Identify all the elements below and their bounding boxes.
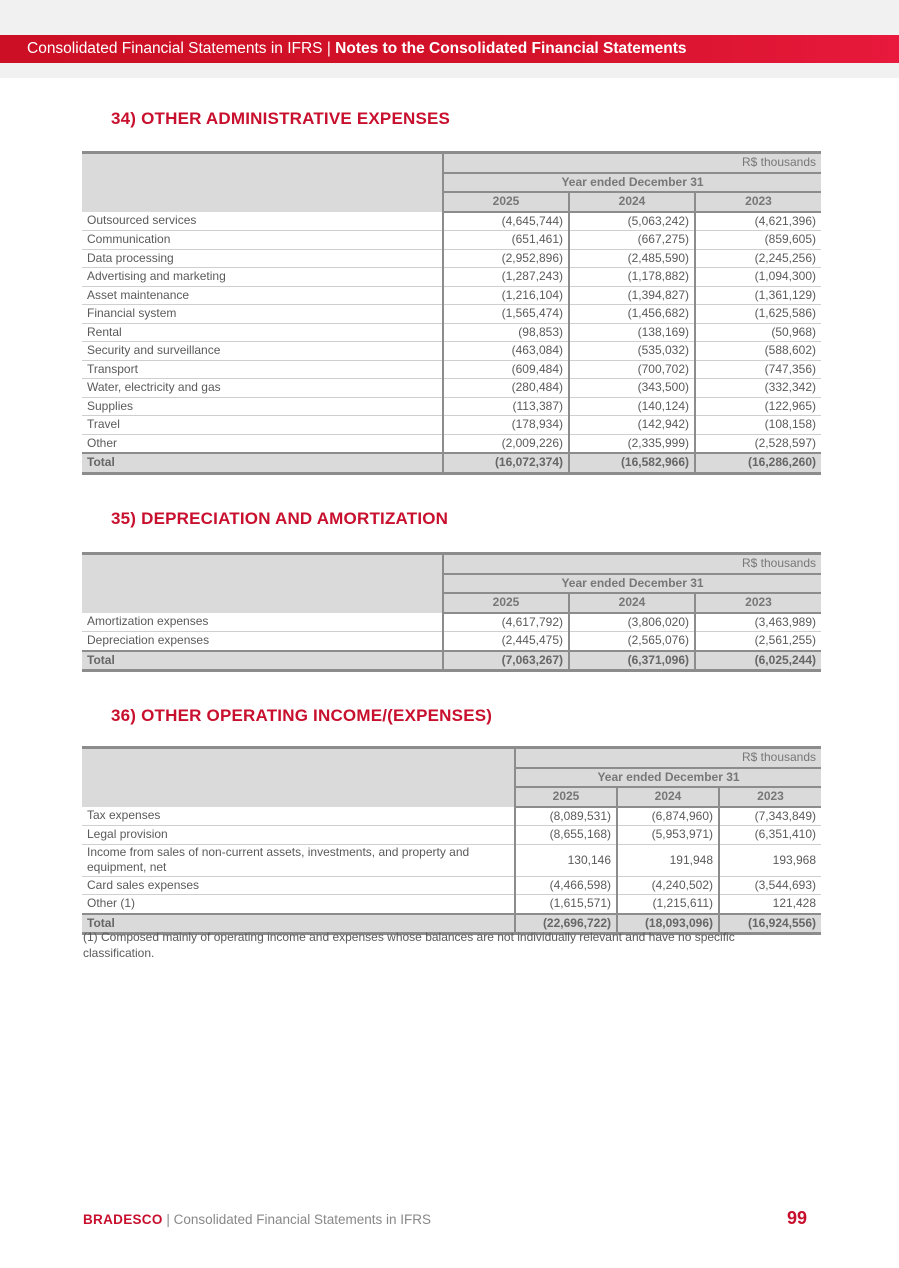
- table-row: [82, 895, 821, 914]
- year-header: 2023: [695, 593, 821, 613]
- row-label: Other (1): [82, 895, 515, 914]
- section-title-operating-income: 36) OTHER OPERATING INCOME/(EXPENSES): [111, 706, 493, 725]
- row-value: (2,485,590): [569, 249, 695, 268]
- row-label: Depreciation expenses: [82, 632, 443, 651]
- row-label: Transport: [82, 360, 443, 379]
- row-value: (6,874,960): [617, 807, 719, 826]
- header-section-title: Notes to the Consolidated Financial Statements: [335, 40, 687, 57]
- table-corner: [82, 153, 443, 212]
- row-value: 193,968: [719, 844, 821, 876]
- unit-label: R$ thousands: [515, 748, 821, 768]
- row-value: (1,625,586): [695, 305, 821, 324]
- total-label: Total: [82, 651, 443, 671]
- admin-expenses-table: [82, 151, 821, 475]
- row-value: (178,934): [443, 416, 569, 435]
- row-value: (535,032): [569, 342, 695, 361]
- row-value: (859,605): [695, 231, 821, 250]
- row-label: Travel: [82, 416, 443, 435]
- year-header: 2024: [569, 593, 695, 613]
- total-row: [82, 651, 821, 671]
- row-value: (140,124): [569, 397, 695, 416]
- row-label: Advertising and marketing: [82, 268, 443, 287]
- row-value: (3,806,020): [569, 613, 695, 632]
- row-value: (2,245,256): [695, 249, 821, 268]
- row-value: (6,351,410): [719, 826, 821, 845]
- row-label: Income from sales of non-current assets, investments, and property and equipment, net: [82, 844, 515, 876]
- year-header: 2023: [719, 787, 821, 807]
- row-value: 130,146: [515, 844, 617, 876]
- row-label: Communication: [82, 231, 443, 250]
- year-header: 2025: [443, 192, 569, 212]
- total-value: (18,093,096): [617, 914, 719, 934]
- row-label: Card sales expenses: [82, 876, 515, 895]
- period-header: Year ended December 31: [443, 173, 821, 193]
- row-value: (5,063,242): [569, 212, 695, 231]
- period-header: Year ended December 31: [515, 768, 821, 788]
- row-value: (4,240,502): [617, 876, 719, 895]
- row-value: (50,968): [695, 323, 821, 342]
- total-value: (16,072,374): [443, 453, 569, 473]
- total-row: [82, 453, 821, 473]
- footer-brand: BRADESCO: [83, 1212, 163, 1227]
- row-value: (1,287,243): [443, 268, 569, 287]
- table-row: [82, 268, 821, 287]
- period-header: Year ended December 31: [443, 574, 821, 594]
- row-value: (1,456,682): [569, 305, 695, 324]
- row-value: (343,500): [569, 379, 695, 398]
- row-value: (8,655,168): [515, 826, 617, 845]
- row-value: (3,544,693): [719, 876, 821, 895]
- row-value: (4,617,792): [443, 613, 569, 632]
- row-label: Financial system: [82, 305, 443, 324]
- table-row: [82, 876, 821, 895]
- table-row: [82, 613, 821, 632]
- row-value: (1,615,571): [515, 895, 617, 914]
- year-header: 2024: [617, 787, 719, 807]
- row-value: (1,361,129): [695, 286, 821, 305]
- table-row: [82, 212, 821, 231]
- table-row: [82, 379, 821, 398]
- table-row: [82, 360, 821, 379]
- row-label: Water, electricity and gas: [82, 379, 443, 398]
- table-row: [82, 632, 821, 651]
- footer-separator: |: [162, 1212, 174, 1227]
- row-label: Supplies: [82, 397, 443, 416]
- row-value: (98,853): [443, 323, 569, 342]
- row-label: Security and surveillance: [82, 342, 443, 361]
- total-label: Total: [82, 914, 515, 934]
- depreciation-table: [82, 552, 821, 672]
- row-label: Tax expenses: [82, 807, 515, 826]
- row-value: (609,484): [443, 360, 569, 379]
- section-title-admin-expenses: 34) OTHER ADMINISTRATIVE EXPENSES: [111, 109, 451, 128]
- row-value: (332,342): [695, 379, 821, 398]
- row-value: (4,645,744): [443, 212, 569, 231]
- row-value: (667,275): [569, 231, 695, 250]
- table-row: [82, 286, 821, 305]
- row-value: (1,394,827): [569, 286, 695, 305]
- row-value: (108,158): [695, 416, 821, 435]
- year-header: 2025: [443, 593, 569, 613]
- total-value: (22,696,722): [515, 914, 617, 934]
- total-value: (16,924,556): [719, 914, 821, 934]
- section-title-depreciation: 35) DEPRECIATION AND AMORTIZATION: [111, 509, 449, 528]
- total-value: (16,582,966): [569, 453, 695, 473]
- row-value: (463,084): [443, 342, 569, 361]
- total-value: (7,063,267): [443, 651, 569, 671]
- year-header: 2023: [695, 192, 821, 212]
- table-row: [82, 342, 821, 361]
- row-label: Legal provision: [82, 826, 515, 845]
- row-label: Amortization expenses: [82, 613, 443, 632]
- row-value: (2,445,475): [443, 632, 569, 651]
- table-corner: [82, 554, 443, 613]
- row-label: Rental: [82, 323, 443, 342]
- table-row: [82, 323, 821, 342]
- header-doc-title: Consolidated Financial Statements in IFRS |: [27, 40, 336, 57]
- total-value: (6,025,244): [695, 651, 821, 671]
- table-row: [82, 305, 821, 324]
- table-row: [82, 807, 821, 826]
- row-value: 191,948: [617, 844, 719, 876]
- footer-doc-title: Consolidated Financial Statements in IFRS: [173, 1212, 432, 1227]
- table-row: [82, 416, 821, 435]
- year-header: 2024: [569, 192, 695, 212]
- year-header: 2025: [515, 787, 617, 807]
- row-value: 121,428: [719, 895, 821, 914]
- row-label: Asset maintenance: [82, 286, 443, 305]
- table-row: [82, 397, 821, 416]
- table-row: [82, 249, 821, 268]
- row-value: (1,216,104): [443, 286, 569, 305]
- row-value: (280,484): [443, 379, 569, 398]
- unit-label: R$ thousands: [443, 153, 821, 173]
- row-value: (4,621,396): [695, 212, 821, 231]
- table-row: [82, 231, 821, 250]
- row-value: (2,528,597): [695, 434, 821, 453]
- footnote: (1) Composed mainly of operating income and expenses whose balances are not individually relevant and have no specific classification.: [83, 930, 735, 960]
- row-value: (2,565,076): [569, 632, 695, 651]
- row-value: (1,094,300): [695, 268, 821, 287]
- total-label: Total: [82, 453, 443, 473]
- table-row: [82, 826, 821, 845]
- row-value: (142,942): [569, 416, 695, 435]
- row-value: (1,215,611): [617, 895, 719, 914]
- row-value: (2,561,255): [695, 632, 821, 651]
- row-value: (1,178,882): [569, 268, 695, 287]
- total-value: (6,371,096): [569, 651, 695, 671]
- row-value: (588,602): [695, 342, 821, 361]
- row-value: (2,952,896): [443, 249, 569, 268]
- total-value: (16,286,260): [695, 453, 821, 473]
- page-footer: [83, 1212, 431, 1227]
- row-label: Other: [82, 434, 443, 453]
- row-value: (122,965): [695, 397, 821, 416]
- row-value: (5,953,971): [617, 826, 719, 845]
- row-value: (700,702): [569, 360, 695, 379]
- row-label: Data processing: [82, 249, 443, 268]
- unit-label: R$ thousands: [443, 554, 821, 574]
- page-number: 99: [787, 1208, 808, 1228]
- row-value: (1,565,474): [443, 305, 569, 324]
- row-value: (2,335,999): [569, 434, 695, 453]
- header-banner: [0, 35, 899, 63]
- row-value: (7,343,849): [719, 807, 821, 826]
- table-corner: [82, 748, 515, 807]
- row-value: (138,169): [569, 323, 695, 342]
- row-value: (8,089,531): [515, 807, 617, 826]
- table-row: [82, 844, 821, 876]
- row-value: (747,356): [695, 360, 821, 379]
- row-value: (3,463,989): [695, 613, 821, 632]
- row-value: (651,461): [443, 231, 569, 250]
- row-value: (2,009,226): [443, 434, 569, 453]
- row-value: (4,466,598): [515, 876, 617, 895]
- row-label: Outsourced services: [82, 212, 443, 231]
- row-value: (113,387): [443, 397, 569, 416]
- operating-income-table: [82, 746, 821, 935]
- table-row: [82, 434, 821, 453]
